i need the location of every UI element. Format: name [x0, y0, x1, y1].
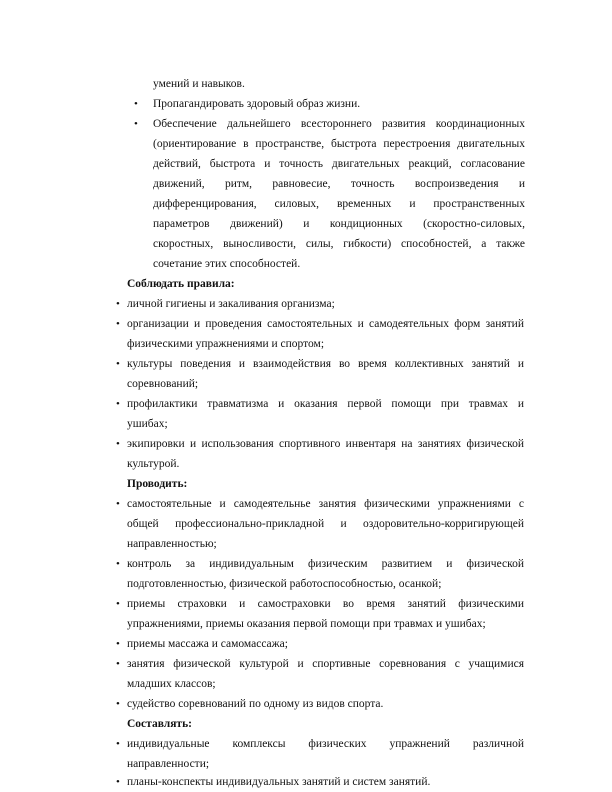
- list-item-line: физическими упражнениями и спортом;: [127, 338, 325, 350]
- list-item-line: движений, ритм, равновесие, точность воспроизведения и: [153, 178, 525, 190]
- bullet: •: [134, 118, 138, 130]
- bullet: •: [116, 698, 120, 710]
- section-heading-observe: Соблюдать правила:: [127, 278, 235, 290]
- list-item-line: приемы страховки и самостраховки во время занятий физическими: [127, 598, 524, 610]
- bullet: •: [116, 658, 120, 670]
- list-item: приемы массажа и самомассажа;: [127, 638, 288, 650]
- section-heading-compose: Составлять:: [127, 718, 192, 730]
- bullet: •: [116, 358, 120, 370]
- list-item-line: дифференцирования, силовых, временных и пространственных: [153, 198, 525, 210]
- list-item-line: параметров движений) и кондиционных (скоростно-силовых,: [153, 218, 525, 230]
- list-item-line: действий, быстрота и точность двигательных реакций, согласование: [153, 158, 525, 170]
- bullet: •: [116, 598, 120, 610]
- list-item-line: занятия физической культурой и спортивные соревнования с учащимися: [127, 658, 524, 670]
- list-item-line: общей профессионально-прикладной и оздоровительно-корригирующей: [127, 518, 524, 530]
- list-item: Пропагандировать здоровый образ жизни.: [153, 98, 361, 110]
- list-item-line: младших классов;: [127, 678, 216, 690]
- list-item-tail: умений и навыков.: [153, 78, 245, 90]
- list-item-line: (ориентирование в пространстве, быстрота перестроения двигательных: [153, 138, 525, 150]
- list-item-line: культуры поведения и взаимодействия во время коллективных занятий и: [127, 358, 524, 370]
- section-heading-conduct: Проводить:: [127, 478, 188, 490]
- bullet: •: [116, 558, 120, 570]
- list-item-line: скоростных, выносливости, силы, гибкости) способностей, а также: [153, 238, 525, 250]
- list-item-line: организации и проведения самостоятельных и самодеятельных форм занятий: [127, 318, 524, 330]
- list-item-line: сочетание этих способностей.: [153, 258, 301, 270]
- bullet: •: [134, 98, 138, 110]
- bullet: •: [116, 438, 120, 450]
- list-item-line: Обеспечение дальнейшего всестороннего развития координационных: [153, 118, 525, 130]
- list-item: личной гигиены и закаливания организма;: [127, 298, 335, 310]
- list-item-line: контроль за индивидуальным физическим развитием и физической: [127, 558, 524, 570]
- bullet: •: [116, 776, 120, 788]
- list-item-line: самостоятельные и самодеятельнье занятия физическими упражнениями с: [127, 498, 524, 510]
- bullet: •: [116, 398, 120, 410]
- list-item-line: культурой.: [127, 458, 180, 470]
- bullet: •: [116, 638, 120, 650]
- list-item: планы-конспекты индивидуальных занятий и систем занятий.: [127, 776, 431, 788]
- list-item-line: направленности;: [127, 758, 210, 770]
- bullet: •: [116, 298, 120, 310]
- bullet: •: [116, 498, 120, 510]
- bullet: •: [116, 738, 120, 750]
- list-item-line: упражнениями, приемы оказания первой помощи при травмах и ушибах;: [127, 618, 486, 630]
- list-item-line: экипировки и использования спортивного инвентаря на занятиях физической: [127, 438, 524, 450]
- list-item-line: ушибах;: [127, 418, 168, 430]
- list-item: судейство соревнований по одному из видов спорта.: [127, 698, 384, 710]
- list-item-line: подготовленностью, физической работоспособностью, осанкой;: [127, 578, 442, 590]
- list-item-line: направленностью;: [127, 538, 217, 550]
- list-item-line: соревнований;: [127, 378, 199, 390]
- list-item-line: индивидуальные комплексы физических упражнений различной: [127, 738, 524, 750]
- bullet: •: [116, 318, 120, 330]
- list-item-line: профилактики травматизма и оказания первой помощи при травмах и: [127, 398, 524, 410]
